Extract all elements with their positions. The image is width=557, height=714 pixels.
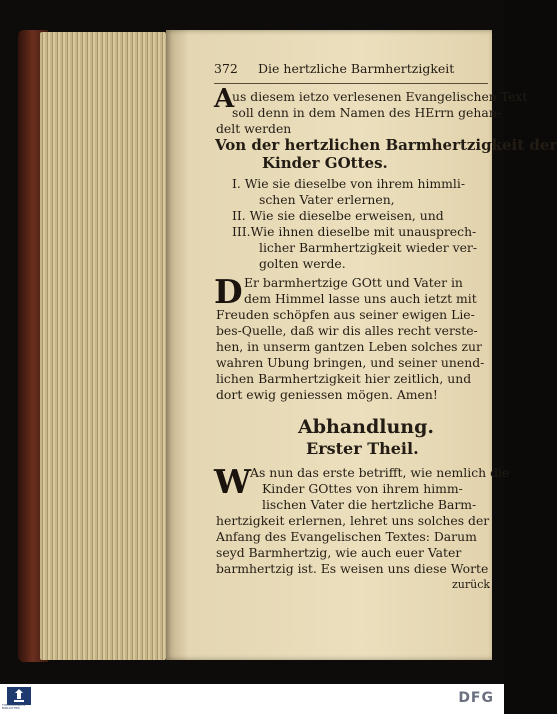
prayer-line: wahren Ubung bringen, und seiner unend-	[216, 355, 485, 370]
prayer-line: lichen Barmhertzigkeit hier zeitlich, und	[216, 371, 472, 386]
body-line: barmhertzig ist. Es weisen uns diese Worte	[216, 561, 489, 576]
sermon-title-line: Von der hertzlichen Barmhertzigkeit der	[215, 136, 557, 154]
body-line: As nun das erste betrifft, wie nemlich die	[250, 465, 510, 480]
body-line: Anfang des Evangelischen Textes: Darum	[216, 529, 477, 544]
outline-item: schen Vater erlernen,	[259, 192, 395, 207]
outline-item: golten werde.	[259, 256, 346, 271]
header-rule	[214, 83, 488, 84]
page-number: 372	[214, 61, 238, 76]
outline-item: I. Wie sie dieselbe von ihrem himmli-	[232, 176, 466, 191]
intro-line: delt werden	[216, 121, 292, 136]
prayer-line: dort ewig geniessen mögen. Amen!	[216, 387, 438, 402]
outline-item: III.Wie ihnen dieselbe mit unausprech-	[232, 224, 477, 239]
part-heading: Erster Theil.	[306, 439, 419, 458]
body-line: Kinder GOttes von ihrem himm-	[262, 481, 463, 496]
viewer-footer	[0, 684, 504, 714]
prayer-line: Freuden schöpfen aus seiner ewigen Lie-	[216, 307, 475, 322]
sermon-title-line: Kinder GOttes.	[262, 154, 388, 172]
prayer-line: hen, in unserm gantzen Leben solches zur	[216, 339, 482, 354]
body-dropcap: W	[214, 462, 252, 501]
prayer-line: bes-Quelle, daß wir dis alles recht verste-	[216, 323, 478, 338]
dfg-logo: DFG	[458, 690, 494, 706]
body-line: seyd Barmhertzig, wie auch euer Vater	[216, 545, 462, 560]
intro-line: soll denn in dem Namen des HErrn gehan-	[232, 105, 501, 120]
running-head: Die hertzliche Barmhertzigkeit	[258, 61, 455, 76]
section-heading: Abhandlung.	[298, 416, 434, 438]
page-edges	[40, 32, 166, 660]
catchword: zurück	[452, 578, 491, 591]
intro-line: us diesem ietzo verlesenen Evangelischen Text	[232, 89, 528, 104]
outline-item: licher Barmhertzigkeit wieder ver-	[259, 240, 478, 255]
prayer-line: Er barmhertzige GOtt und Vater in	[244, 275, 463, 290]
body-line: hertzigkeit erlernen, lehret uns solches der	[216, 513, 490, 528]
body-line: lischen Vater die hertzliche Barm-	[262, 497, 477, 512]
prayer-line: dem Himmel lasse uns auch ietzt mit	[244, 291, 477, 306]
library-logo-text: THEOLOGISCHE BIBLIOTHEK	[2, 703, 26, 710]
outline-item: II. Wie sie dieselbe erweisen, und	[232, 208, 444, 223]
intro-dropcap: A	[214, 84, 235, 114]
prayer-dropcap: D	[214, 272, 243, 311]
